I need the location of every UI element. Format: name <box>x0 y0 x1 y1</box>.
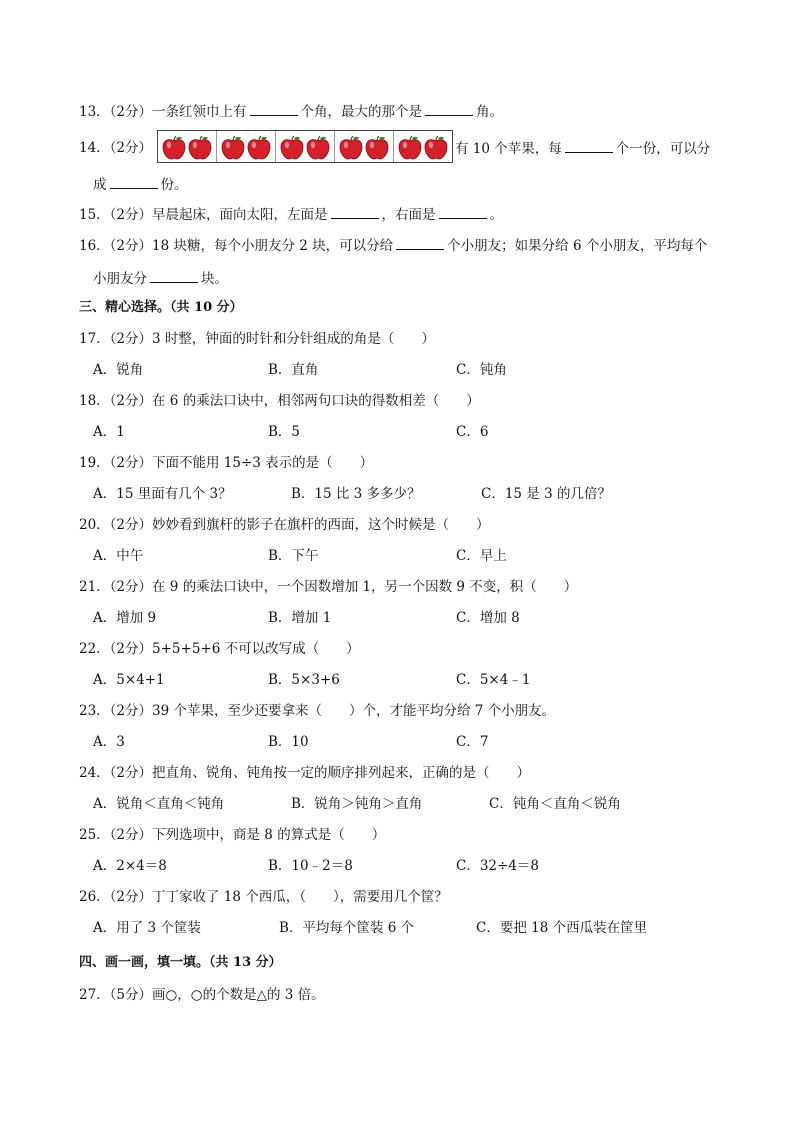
option-c[interactable]: C．钝角 <box>456 362 507 378</box>
option-c[interactable]: C．5×4﹣1 <box>456 672 531 688</box>
option-c[interactable]: C．6 <box>456 424 489 440</box>
q16-text-mid: 个小朋友；如果分给 6 个小朋友，平均每个 <box>447 238 708 254</box>
q15-text-mid: ，右面是 <box>381 207 436 223</box>
apple-icon <box>305 134 331 160</box>
option-b[interactable]: B．直角 <box>268 362 319 378</box>
q15-blank-1[interactable] <box>331 205 379 219</box>
q13-text-post: 角。 <box>476 104 504 120</box>
option-c[interactable]: C．32÷4＝8 <box>456 858 539 874</box>
option-a[interactable]: A．中午 <box>93 548 144 564</box>
apple-group <box>394 131 452 162</box>
question-16-line-1 <box>79 236 707 255</box>
question-stem: 22．（2分）5+5+5+6 不可以改写成（ ） <box>79 641 360 657</box>
apple-group <box>158 131 217 162</box>
section-4-heading: 四、画一画，填一填。（共 13 分） <box>79 955 282 970</box>
apple-icon <box>246 134 272 160</box>
q13-blank-2[interactable] <box>425 102 473 116</box>
question-stem: 19．（2分）下面不能用 15÷3 表示的是（ ） <box>79 455 374 471</box>
option-c[interactable]: C．15 是 3 的几倍？ <box>481 486 611 502</box>
q15-text-post: 。 <box>489 207 504 223</box>
option-c[interactable]: C．7 <box>456 734 489 750</box>
question-27: 27．（5分）画○，○的个数是△的 3 倍。 <box>79 987 325 1003</box>
option-a[interactable]: A．用了 3 个筐装 <box>93 920 201 936</box>
q14-line2-pre: 成 <box>93 177 107 193</box>
q16-blank-2[interactable] <box>150 269 198 283</box>
option-a[interactable]: A．2×4＝8 <box>93 858 167 874</box>
q13-text-pre: 13．（2分）一条红领巾上有 <box>79 104 247 120</box>
option-a[interactable]: A．锐角＜直角＜钝角 <box>93 796 225 812</box>
question-stem: 25．（2分）下列选项中，商是 8 的算式是（ ） <box>79 827 386 843</box>
option-b[interactable]: B．下午 <box>268 548 319 564</box>
apple-icon <box>397 134 423 160</box>
option-b[interactable]: B．锐角＞钝角＞直角 <box>291 796 423 812</box>
option-c[interactable]: C．增加 8 <box>456 610 520 626</box>
question-14-line-1b <box>455 139 710 158</box>
apple-group <box>217 131 276 162</box>
apple-icon <box>187 134 213 160</box>
question-14-line-2 <box>93 175 188 194</box>
apple-icon <box>423 134 449 160</box>
q16-blank-1[interactable] <box>396 236 444 250</box>
option-a[interactable]: A．增加 9 <box>93 610 157 626</box>
question-stem: 24．（2分）把直角、锐角、钝角按一定的顺序排列起来，正确的是（ ） <box>79 765 531 781</box>
q13-text-mid: 个角，最大的那个是 <box>300 104 423 120</box>
q14-blank-2[interactable] <box>110 175 158 189</box>
question-stem: 21．（2分）在 9 的乘法口诀中，一个因数增加 1，另一个因数 9 不变，积（ ） <box>79 579 578 595</box>
q14-line2-post: 份。 <box>160 177 188 193</box>
option-a[interactable]: A．1 <box>93 424 125 440</box>
q16-line2-pre: 小朋友分 <box>93 271 147 287</box>
option-b[interactable]: B．增加 1 <box>268 610 332 626</box>
q16-text-pre: 16．（2分）18 块糖，每个小朋友分 2 块，可以分给 <box>79 238 394 254</box>
question-stem: 20．（2分）妙妙看到旗杆的影子在旗杆的西面，这个时候是（ ） <box>79 517 490 533</box>
option-b[interactable]: B．5×3+6 <box>268 672 340 688</box>
q14-text-after: 有 10 个苹果，每 <box>455 141 562 157</box>
apple-icon <box>338 134 364 160</box>
section-3-heading: 三、精心选择。（共 10 分） <box>79 300 243 315</box>
option-a[interactable]: A．5×4+1 <box>93 672 165 688</box>
option-c[interactable]: C．钝角＜直角＜锐角 <box>489 796 621 812</box>
apple-group <box>335 131 394 162</box>
option-c[interactable]: C．早上 <box>456 548 507 564</box>
apple-picture <box>157 130 453 163</box>
q15-blank-2[interactable] <box>439 205 487 219</box>
option-c[interactable]: C．要把 18 个西瓜装在筐里 <box>476 920 648 936</box>
option-b[interactable]: B．5 <box>268 424 301 440</box>
option-b[interactable]: B．平均每个筐装 6 个 <box>279 920 415 936</box>
question-13 <box>79 102 503 121</box>
option-b[interactable]: B．15 比 3 多多少？ <box>291 486 421 502</box>
apple-icon <box>161 134 187 160</box>
apple-icon <box>220 134 246 160</box>
option-b[interactable]: B．10 <box>268 734 309 750</box>
question-stem: 26．（2分）丁丁家收了 18 个西瓜，（ ），需要用几个筐？ <box>79 889 448 905</box>
question-stem: 18．（2分）在 6 的乘法口诀中，相邻两句口诀的得数相差（ ） <box>79 393 480 409</box>
q14-number: 14．（2分） <box>79 140 153 156</box>
option-a[interactable]: A．15 里面有几个 3？ <box>93 486 232 502</box>
option-a[interactable]: A．锐角 <box>93 362 144 378</box>
question-15 <box>79 205 503 224</box>
question-16-line-2 <box>93 269 228 288</box>
q14-text-mid: 个一份，可以分 <box>615 141 711 157</box>
apple-group <box>276 131 335 162</box>
question-stem: 17．（2分）3 时整，钟面的时针和分针组成的角是（ ） <box>79 331 435 347</box>
q13-blank-1[interactable] <box>250 102 298 116</box>
question-stem: 23．（2分）39 个苹果，至少还要拿来（ ）个，才能平均分给 7 个小朋友。 <box>79 703 556 719</box>
apple-icon <box>279 134 305 160</box>
apple-icon <box>364 134 390 160</box>
q16-line2-post: 块。 <box>201 271 228 287</box>
q15-text-pre: 15．（2分）早晨起床，面向太阳，左面是 <box>79 207 328 223</box>
option-a[interactable]: A．3 <box>93 734 125 750</box>
question-14-line-1 <box>79 139 152 157</box>
q14-blank-1[interactable] <box>565 139 613 153</box>
option-b[interactable]: B．10﹣2＝8 <box>268 858 353 874</box>
